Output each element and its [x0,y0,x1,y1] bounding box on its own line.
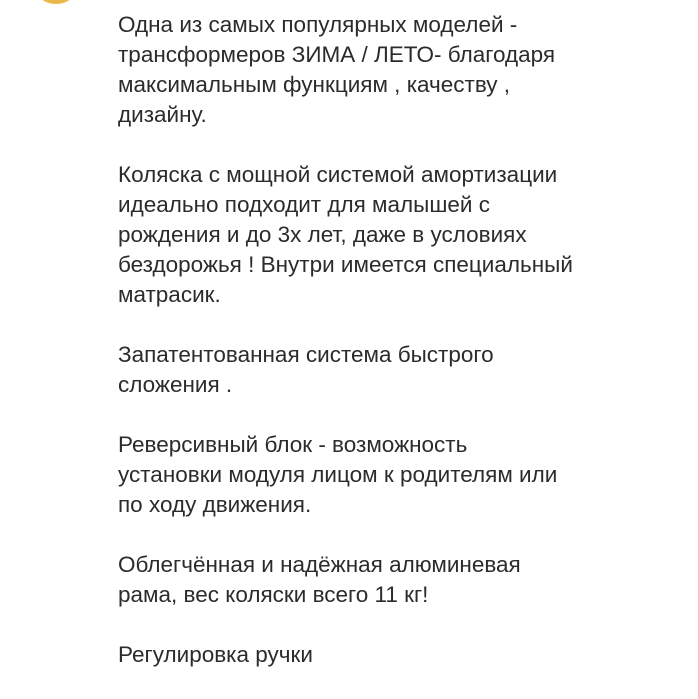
message-line: матрасик. [118,282,221,307]
message-line: Регулировка ручки [118,642,313,667]
message-line: Коляска с мощной системой амортизации [118,162,558,187]
message-line: Запатентованная система быстрого [118,342,494,367]
message-line: рождения и до 3х лет, даже в условиях [118,222,527,247]
message-paragraph [118,160,678,310]
message-paragraph [118,340,678,400]
message-line: сложения . [118,372,233,397]
message-line: бездорожья ! Внутри имеется специальный [118,252,573,277]
message-line: Одна из самых популярных моделей - [118,12,518,37]
message-paragraph [118,430,678,520]
message-text [118,10,678,699]
message-paragraph [118,550,678,610]
message-line: установки модуля лицом к родителям или [118,462,558,487]
message-line: рама, вес коляски всего 11 кг! [118,582,429,607]
message-line: дизайну. [118,102,207,127]
message-paragraph [118,10,678,130]
message-line: Реверсивный блок - возможность [118,432,468,457]
message-line: Облегчённая и надёжная алюминевая [118,552,521,577]
message-line: идеально подходит для малышей с [118,192,490,217]
message-line: максимальным функциям , качеству , [118,72,511,97]
avatar[interactable] [36,0,76,4]
message-line: по ходу движения. [118,492,312,517]
message-line: трансформеров ЗИМА / ЛЕТО- благодаря [118,42,556,67]
message-paragraph [118,640,678,670]
